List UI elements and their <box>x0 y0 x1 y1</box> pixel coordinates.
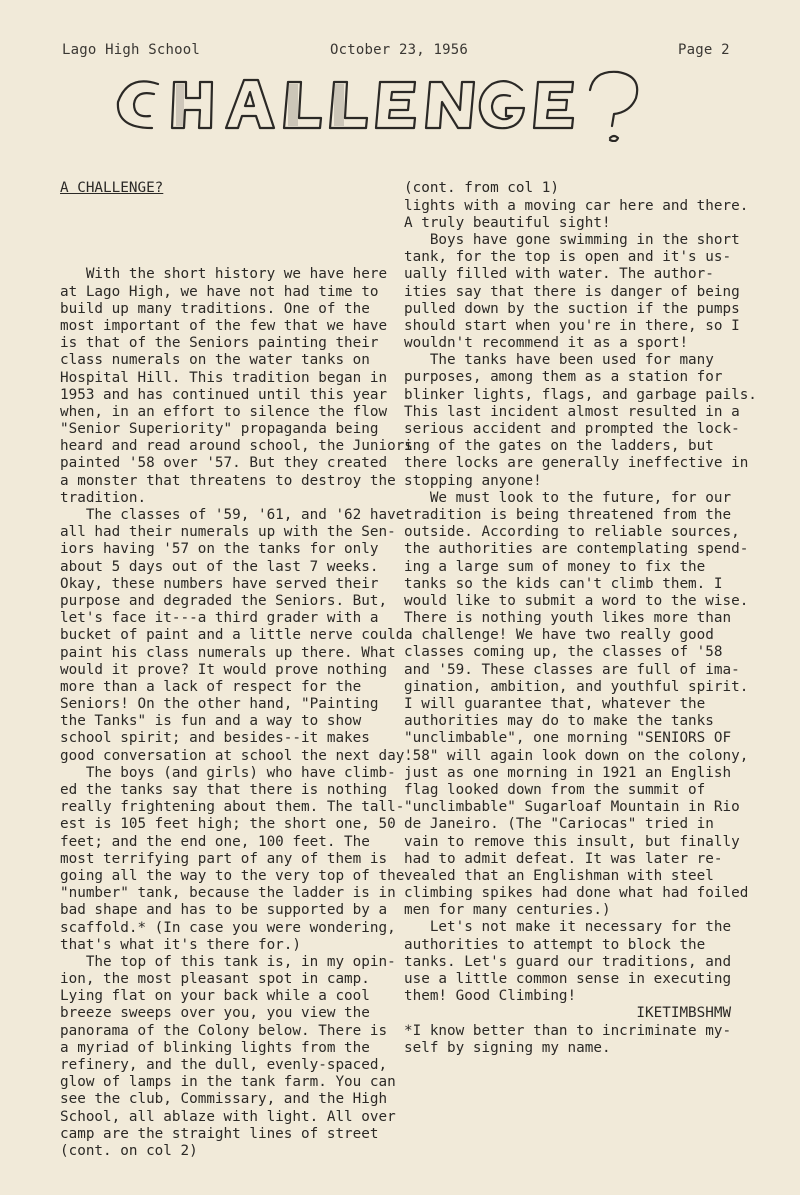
body-line: Let's not make it necessary for the <box>404 919 732 936</box>
body-line: iors having '57 on the tanks for only <box>60 541 379 558</box>
body-line: all had their numerals up with the Sen- <box>60 524 396 541</box>
issue-date: October 23, 1956 <box>330 42 469 58</box>
body-line: authorities to attempt to block the <box>404 936 706 953</box>
body-line: Hospital Hill. This tradition began in <box>60 369 388 386</box>
body-line: tradition is being threatened from the <box>404 506 732 523</box>
school-name: Lago High School <box>62 42 201 58</box>
body-line: 1953 and has continued until this year <box>60 386 388 403</box>
body-line: classes coming up, the classes of '58 <box>404 644 723 661</box>
body-line: build up many traditions. One of the <box>60 300 370 317</box>
body-line: men for many centuries.) <box>404 902 611 919</box>
body-line: vealed that an Englishman with steel <box>404 867 714 884</box>
body-line: going all the way to the very top of the <box>60 867 405 884</box>
body-line: paint his class numerals up there. What <box>60 644 396 661</box>
body-line: a challenge! We have two really good <box>404 627 714 644</box>
body-line: good conversation at school the next day. <box>60 747 413 764</box>
page-number: Page 2 <box>678 42 730 58</box>
body-line: most important of the few that we have <box>60 317 388 334</box>
column-right <box>404 146 757 1091</box>
body-line: (cont. from col 1) <box>404 180 559 197</box>
body-line: at Lago High, we have not had time to <box>60 283 379 300</box>
body-line: purposes, among them as a station for <box>404 369 723 386</box>
body-line: that's what it's there for.) <box>60 936 302 953</box>
body-line: school spirit; and besides--it makes <box>60 730 370 747</box>
body-line: tanks so the kids can't climb them. I <box>404 575 723 592</box>
body-line: We must look to the future, for our <box>404 489 732 506</box>
column-left <box>60 146 413 1195</box>
article-heading: A CHALLENGE? <box>60 180 164 197</box>
body-line: serious accident and prompted the lock- <box>404 421 740 438</box>
body-line: panorama of the Colony below. There is <box>60 1022 388 1039</box>
body-line: the Tanks" is fun and a way to show <box>60 713 362 730</box>
body-line: would like to submit a word to the wise. <box>404 592 749 609</box>
body-line: de Janeiro. (The "Cariocas" tried in <box>404 816 714 833</box>
body-line: With the short history we have here <box>60 266 388 283</box>
body-line: a myriad of blinking lights from the <box>60 1039 370 1056</box>
body-line: feet; and the end one, 100 feet. The <box>60 833 370 850</box>
body-line: a monster that threatens to destroy the <box>60 472 396 489</box>
body-line: The top of this tank is, in my opin- <box>60 953 396 970</box>
body-line: est is 105 feet high; the short one, 50 <box>60 816 396 833</box>
body-line: is that of the Seniors painting their <box>60 335 379 352</box>
body-line: stopping anyone! <box>404 472 542 489</box>
body-line: IKETIMBSHMW <box>404 1005 732 1022</box>
body-line: self by signing my name. <box>404 1039 611 1056</box>
body-line: '58" will again look down on the colony, <box>404 747 749 764</box>
body-line: tanks. Let's guard our traditions, and <box>404 953 732 970</box>
body-line: "unclimbable" Sugarloaf Mountain in Rio <box>404 799 740 816</box>
body-line: class numerals on the water tanks on <box>60 352 370 369</box>
masthead-title-lettering <box>108 62 668 142</box>
body-line: when, in an effort to silence the flow <box>60 403 388 420</box>
body-line: There is nothing youth likes more than <box>404 610 732 627</box>
body-line: *I know better than to incriminate my- <box>404 1022 732 1039</box>
body-line: let's face it---a third grader with a <box>60 610 379 627</box>
body-line <box>60 232 392 249</box>
body-line: lights with a moving car here and there. <box>404 197 749 214</box>
body-line: "unclimbable", one morning "SENIORS OF <box>404 730 732 747</box>
body-line: "number" tank, because the ladder is in <box>60 885 396 902</box>
body-line: I will guarantee that, whatever the <box>404 696 706 713</box>
body-line: ities say that there is danger of being <box>404 283 740 300</box>
body-line: ing a large sum of money to fix the <box>404 558 706 575</box>
body-line: see the club, Commissary, and the High <box>60 1091 388 1108</box>
body-line: tank, for the top is open and it's us- <box>404 249 732 266</box>
body-line: School, all ablaze with light. All over <box>60 1108 396 1125</box>
body-line: The tanks have been used for many <box>404 352 714 369</box>
body-line: "Senior Superiority" propaganda being <box>60 421 379 438</box>
body-line: ing of the gates on the ladders, but <box>404 438 714 455</box>
body-line: ion, the most pleasant spot in camp. <box>60 971 370 988</box>
body-line: The boys (and girls) who have climb- <box>60 764 396 781</box>
body-line: glow of lamps in the tank farm. You can <box>60 1074 396 1091</box>
body-line: Boys have gone swimming in the short <box>404 231 740 248</box>
left-column-body <box>60 232 413 1160</box>
body-line: painted '58 over '57. But they created <box>60 455 388 472</box>
body-line: ually filled with water. The author- <box>404 266 714 283</box>
body-line: breeze sweeps over you, you view the <box>60 1005 370 1022</box>
body-line: really frightening about them. The tall- <box>60 799 405 816</box>
body-line: heard and read around school, the Juniors <box>60 438 413 455</box>
body-line: The classes of '59, '61, and '62 have <box>60 507 405 523</box>
body-line: about 5 days out of the last 7 weeks. <box>60 558 379 575</box>
body-line: most terrifying part of any of them is <box>60 850 388 867</box>
body-line: authorities may do to make the tanks <box>404 713 714 730</box>
right-column-body <box>404 180 757 1057</box>
body-line: flag looked down from the summit of <box>404 781 706 798</box>
body-line: use a little common sense in executing <box>404 971 732 988</box>
masthead-logo <box>108 62 668 142</box>
body-line: Okay, these numbers have served their <box>60 575 379 592</box>
body-line: pulled down by the suction if the pumps <box>404 300 740 317</box>
body-line: bucket of paint and a little nerve could <box>60 627 405 644</box>
body-line: there locks are generally ineffective in <box>404 455 749 472</box>
body-line: vain to remove this insult, but finally <box>404 833 740 850</box>
body-line: Seniors! On the other hand, "Painting <box>60 696 379 713</box>
body-line: refinery, and the dull, evenly-spaced, <box>60 1057 388 1073</box>
body-line: more than a lack of respect for the <box>60 678 362 695</box>
body-line <box>60 249 392 266</box>
body-line: would it prove? It would prove nothing <box>60 661 388 678</box>
body-line: camp are the straight lines of street <box>60 1125 379 1142</box>
body-line: Lying flat on your back while a cool <box>60 988 370 1005</box>
body-line: bad shape and has to be supported by a <box>60 902 388 919</box>
body-line: had to admit defeat. It was later re- <box>404 850 723 867</box>
body-line: wouldn't recommend it as a sport! <box>404 335 689 352</box>
body-line: ed the tanks say that there is nothing <box>60 782 388 798</box>
body-line: scaffold.* (In case you were wondering, <box>60 919 396 936</box>
body-line: (cont. on col 2) <box>60 1142 198 1159</box>
body-line: climbing spikes had done what had foiled <box>404 885 749 902</box>
body-line: tradition. <box>60 489 147 506</box>
body-line: outside. According to reliable sources, <box>404 524 740 541</box>
body-line: purpose and degraded the Seniors. But, <box>60 592 388 609</box>
body-line: and '59. These classes are full of ima- <box>404 661 740 678</box>
body-line: the authorities are contemplating spend- <box>404 541 749 558</box>
body-line: them! Good Climbing! <box>404 988 577 1005</box>
body-line: should start when you're in there, so I <box>404 317 740 334</box>
body-line: A truly beautiful sight! <box>404 214 611 231</box>
body-line: blinker lights, flags, and garbage pails. <box>404 386 757 403</box>
body-line: just as one morning in 1921 an English <box>404 764 732 781</box>
body-line: gination, ambition, and youthful spirit. <box>404 678 749 695</box>
body-line: This last incident almost resulted in a <box>404 403 740 420</box>
